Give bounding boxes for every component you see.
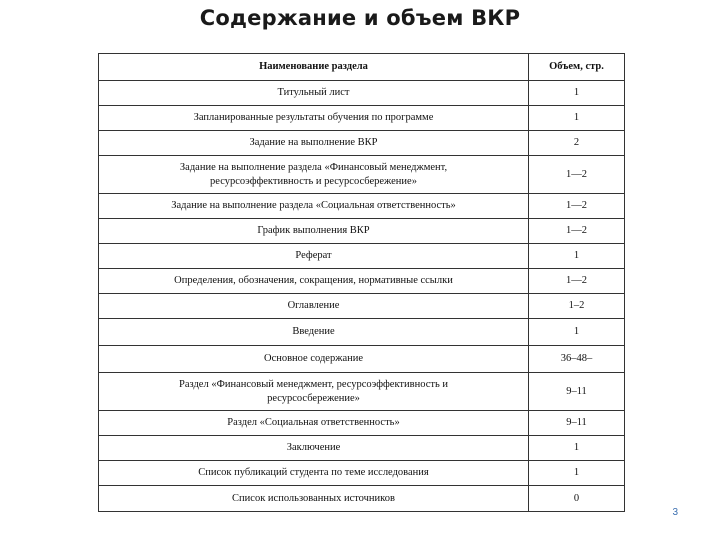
section-name: Задание на выполнение ВКР	[99, 131, 529, 156]
section-volume: 1	[529, 81, 625, 106]
table-row	[99, 156, 625, 194]
section-volume: 1—2	[529, 269, 625, 294]
table-row	[99, 131, 625, 156]
table-row	[99, 294, 625, 319]
section-name: Задание на выполнение раздела «Финансовый менеджмент, ресурсоэффективность и ресурсосбережение»	[99, 156, 529, 194]
section-volume: 9–11	[529, 373, 625, 411]
section-volume: 1	[529, 436, 625, 461]
table-row	[99, 319, 625, 346]
section-volume: 1–2	[529, 294, 625, 319]
section-name: Раздел «Социальная ответственность»	[99, 411, 529, 436]
section-volume: 1	[529, 244, 625, 269]
section-volume: 1—2	[529, 156, 625, 194]
table-row	[99, 219, 625, 244]
table-row	[99, 244, 625, 269]
table-row	[99, 461, 625, 486]
table-body	[99, 81, 625, 512]
section-name: Введение	[99, 319, 529, 346]
table-row	[99, 411, 625, 436]
toc-table	[98, 53, 625, 512]
section-name: Заключение	[99, 436, 529, 461]
table-header-row	[99, 54, 625, 81]
section-name: Титульный лист	[99, 81, 529, 106]
table-row	[99, 436, 625, 461]
section-name: Список использованных источников	[99, 486, 529, 512]
section-volume: 1—2	[529, 194, 625, 219]
page-number: 3	[672, 507, 678, 518]
header-name: Наименование раздела	[99, 54, 529, 81]
section-name: Реферат	[99, 244, 529, 269]
table-row	[99, 269, 625, 294]
section-volume: 1	[529, 106, 625, 131]
section-volume: 9–11	[529, 411, 625, 436]
table-row	[99, 346, 625, 373]
section-name: Определения, обозначения, сокращения, нормативные ссылки	[99, 269, 529, 294]
section-name: Задание на выполнение раздела «Социальная ответственность»	[99, 194, 529, 219]
section-name: Запланированные результаты обучения по программе	[99, 106, 529, 131]
section-name: Оглавление	[99, 294, 529, 319]
table-row	[99, 106, 625, 131]
section-name: Список публикаций студента по теме исследования	[99, 461, 529, 486]
section-volume: 36–48–	[529, 346, 625, 373]
section-volume: 2	[529, 131, 625, 156]
section-volume: 0	[529, 486, 625, 512]
section-name: Раздел «Финансовый менеджмент, ресурсоэффективность и ресурсосбережение»	[99, 373, 529, 411]
table-row	[99, 194, 625, 219]
table-row	[99, 373, 625, 411]
section-name: Основное содержание	[99, 346, 529, 373]
table-row	[99, 486, 625, 512]
section-name: График выполнения ВКР	[99, 219, 529, 244]
slide-title: Содержание и объем ВКР	[199, 6, 521, 30]
section-volume: 1—2	[529, 219, 625, 244]
table-row	[99, 81, 625, 106]
header-volume: Объем, стр.	[529, 54, 625, 81]
section-volume: 1	[529, 461, 625, 486]
section-volume: 1	[529, 319, 625, 346]
